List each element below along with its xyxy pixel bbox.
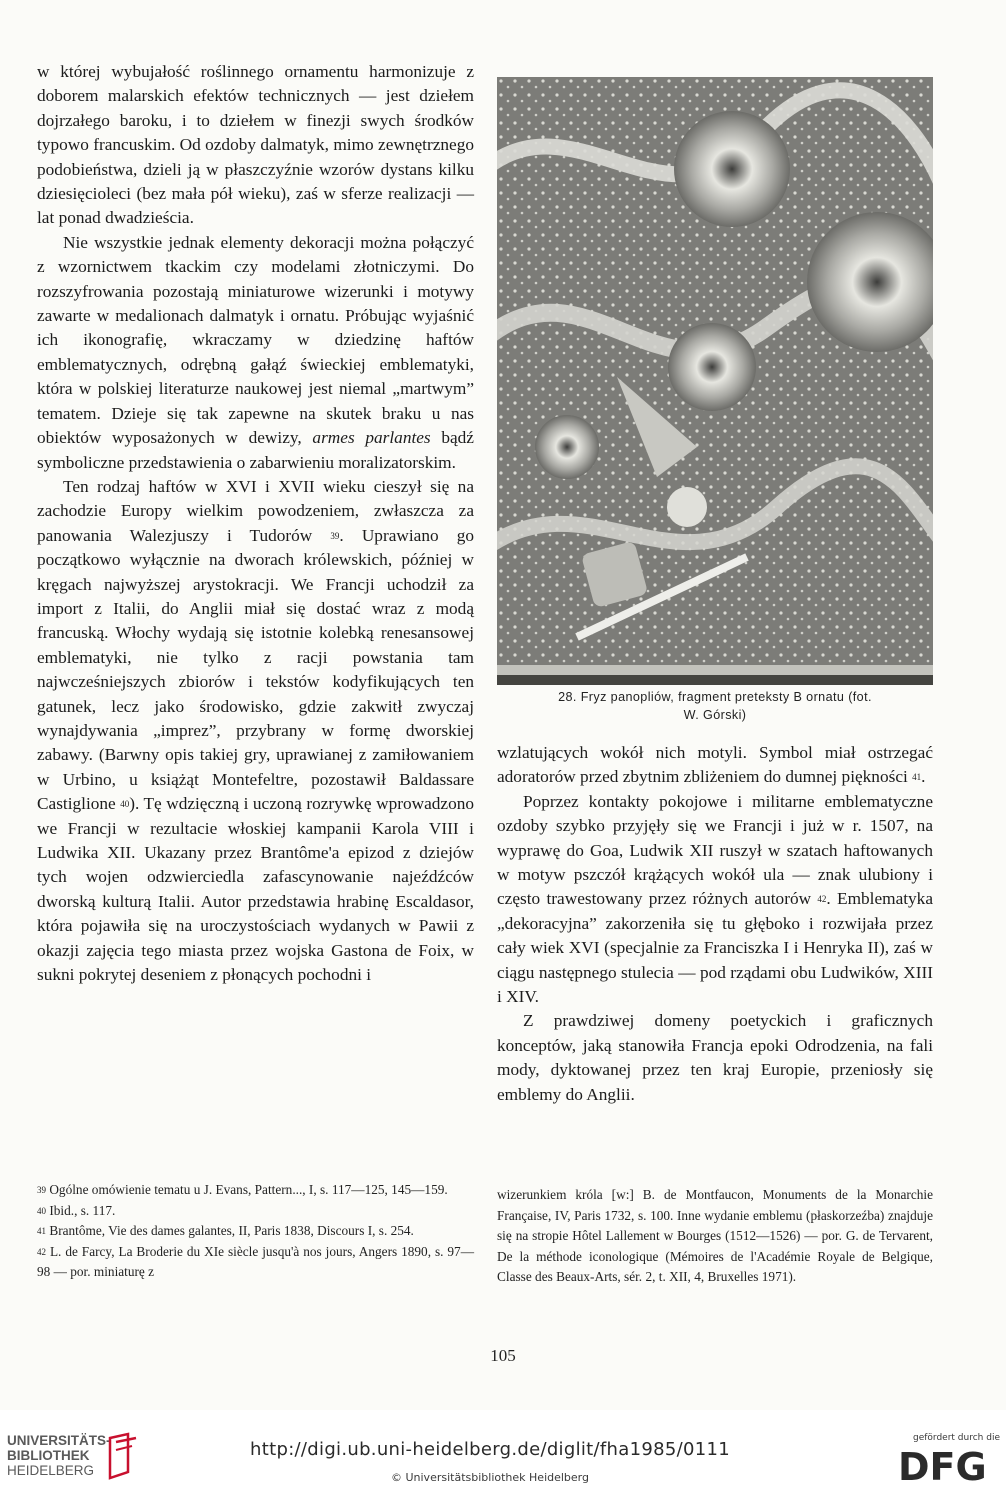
- footnote-number: 41: [37, 1226, 46, 1237]
- footnote-ref: 40: [120, 799, 130, 810]
- left-text-column: [37, 60, 474, 987]
- paragraph-text: Nie wszystkie jednak elementy dekoracji można połączyć z wzornictwem tkackim czy modelami złotniczymi. Do rozszyfrowania pozostają miniaturowe wizerunki i motywy zawarte w medalionach dalmatyk i ornatu. Próbując wyjaśnić ich ikonografię, wkraczamy w dziedzinę haftów emblematycznych, odrębną gałąź świeckiej emblematyki, która w polskiej literaturze naukowej jest niemal „martwym” tematem. Dzieje się tak zapewne na skutek braku u nas obiektów wyposażonych w dewizy,: [37, 232, 474, 448]
- footnote: [37, 1180, 474, 1201]
- paragraph: [497, 790, 933, 1010]
- library-logo[interactable]: [7, 1433, 111, 1478]
- paragraph: [37, 231, 474, 475]
- permalink-url[interactable]: http://digi.ub.uni-heidelberg.de/diglit/fha1985/0111: [250, 1439, 730, 1460]
- caption-line: W. Górski): [683, 708, 747, 722]
- footnote-number: 39: [37, 1185, 46, 1195]
- footnote: [37, 1201, 474, 1222]
- footnote-continuation: wizerunkiem króla [w:] B. de Montfaucon, Monuments de la Monarchie Française, IV, Paris 1732, s. 100. Inne wydanie emblemu (płaskorzeźba) znajduje się na stropie Hôtel Lallement w Bourges (1512—1526) — por. G. de Tervarent, De la méthode iconologique (Mémoires de l'Académie Royale de Belgique, Classe des Beaux-Arts, sér. 2, t. XII, 4, Bruxelles 1971).: [497, 1187, 933, 1285]
- paragraph-text: Ten rodzaj haftów w XVI i XVII wieku cieszył się na zachodzie Europy wielkim powodzeniem, zwłaszcza za panowania Walezjuszy i Tudorów: [37, 476, 474, 545]
- paragraph: w której wybujałość roślinnego ornamentu harmonizuje z doborem malarskich efektów technicznych — jest dziełem dojrzałego baroku, i to dziełem w finezji swych środków typowo francuskim. Od ozdoby dalmatyk, mimo zewnętrznego podobieństwa, dzieli ją w płaszczyźnie wzorów dystans kilku dziesięcioleci (bez mała pół wieku), zaś w sferze realizacji — lat ponad dwadzieścia.: [37, 62, 474, 228]
- dfg-logo-text: DFG: [898, 1446, 987, 1486]
- footnote: [37, 1242, 474, 1283]
- footnote-ref: 39: [330, 530, 340, 541]
- footnote-number: 40: [37, 1205, 46, 1216]
- paragraph-text: Poprzez kontakty pokojowe i militarne emblematyczne ozdoby szybko przyjęły się we Francji i już w r. 1507, na wyprawę do Goa, Ludwik XII ruszył w szatach haftowanych w motyw pszczół krążących wokół ula — znak ulubiony i często trawestowany przez różnych autorów: [497, 791, 933, 909]
- library-city: HEIDELBERG: [7, 1463, 95, 1478]
- dfg-logo-icon: [894, 1446, 994, 1486]
- paragraph: wzlatujących wokół nich motyli. Symbol miał ostrzegać adoratorów przed zbytnim zbliżeniem do dumnej piękności $^{41}$.: [497, 743, 933, 787]
- paragraph: Z prawdziwej domeny poetyckich i graficznych konceptów, jaką stanowiła Francja epoki Odrodzenia, na fali mody, dyktowanej przez ten kraj Europie, przeniosły się emblemy do Anglii.: [497, 1011, 933, 1104]
- footnotes-left: [37, 1180, 474, 1283]
- paragraph-text: wzlatujących wokół nich motyli. Symbol miał ostrzegać adoratorów przed zbytnim zbliżeniem do dumnej piękności: [497, 743, 933, 787]
- footnote-text: Ogólne omówienie tematu u J. Evans, Pattern..., I, s. 117—125, 145—159.: [49, 1182, 448, 1197]
- footnote: [37, 1221, 474, 1242]
- paragraph-text: . Emblematyka „dekoracyjna” zakorzeniła się tu głęboko i rozwijała przez cały wiek XVI (specjalnie za Franciszka I i Henryka II), zaś w ciągu następnego stulecia — pod rządami obu Ludwików, XIII i XIV.: [497, 889, 933, 1007]
- copyright-notice: © Universitätsbibliothek Heidelberg: [390, 1471, 589, 1484]
- paragraph-text: Uprawiano go początkowo wyłącznie na dworach królewskich, później w kręgach najwyższej arystokracji. We Francji uchodził za import z Italii, do Anglii miał się dostać wraz z modą francuską. Włochy wydają się istotnie kolebką renesansowej emblematyki, nie tylko z racji powstania tam najwcześniejszych zbiorów i tekstów kodyfikujących ten gatunek, lecz jako środowisko, gdzie zakwitł zwyczaj wynajdywania „imprez”, przybrany w formę dworskiej zabawy. (Barwny opis takiej gry, uprawianej z zamiłowaniem w Urbino, u książąt Montefeltre, pozostawił Baldassare Castiglione: [37, 525, 474, 814]
- right-text-column: [497, 741, 933, 1107]
- footnote-ref: 42: [817, 894, 827, 905]
- library-name-line: BIBLIOTHEK: [7, 1448, 90, 1463]
- library-name-line: UNIVERSITÄTS-: [7, 1433, 111, 1448]
- footnote-text: Ibid., s. 117.: [49, 1202, 116, 1218]
- embroidery-photo: [497, 77, 933, 685]
- library-emblem-icon: [102, 1432, 142, 1480]
- italic-term: armes parlantes: [312, 428, 431, 448]
- page-number: 105: [490, 1346, 516, 1365]
- funding-note: gefördert durch die: [913, 1433, 1000, 1443]
- paragraph-text: ). Tę wdzięczną i uczoną rozrywkę wprowadzono we Francji w rezultacie włoskiej kampanii Karola VIII i Ludwika XII. Ukazany przez Brantôme'a epizod z dziejów tych wojen odzwierciedla zafascynowanie najeźdźców dworską kulturą Italii. Autor przedstawia hrabinę Escaldasor, która pojawiła się na uroczystościach wydanych w Pawii z okazji zajęcia tego miasta przez wojska Gastona de Foix, w sukni pokrytej deseniem z płonących pochodni i: [37, 794, 474, 985]
- footnote-text: L. de Farcy, La Broderie du XIe siècle jusqu'à nos jours, Angers 1890, s. 97—98 — por. miniaturę z: [37, 1243, 474, 1280]
- figure-caption: [497, 688, 933, 724]
- footnote-text: Brantôme, Vie des dames galantes, II, Paris 1838, Discours I, s. 254.: [49, 1223, 414, 1239]
- paragraph-text: bądź symboliczne przedstawienia o zabarwieniu moralizatorskim.: [37, 428, 474, 472]
- footnote-ref: 41: [912, 772, 922, 783]
- footnote-number: 42: [37, 1246, 46, 1257]
- caption-line: 28. Fryz panopliów, fragment preteksty B ornatu (fot.: [558, 690, 872, 704]
- footnotes-right: [497, 1185, 933, 1288]
- paragraph: Ten rodzaj haftów w XVI i XVII wieku cieszył się na zachodzie Europy wielkim powodzeniem, zwłaszcza za panowania Walezjuszy i Tudorów $^{39}$. Uprawiano go początkowo wyłącznie na dworach królewskich, później w kręgach najwyższej arystokracji. We Francji uchodził za import z Italii, do Anglii miał się dostać wraz z modą francuską. Włochy wydają się istotnie kolebką renesansowej emblematyki, nie tylko z racji powstania tam najwcześniejszych zbiorów i tekstów kodyfikujących ten gatunek, lecz jako środowisko, gdzie zakwitł zwyczaj wynajdywania „imprez”, przybrany w formę dworskiej zabawy. (Barwny opis takiej gry, uprawianej z zamiłowaniem w Urbino, u książąt Montefeltre, pozostawił Baldassare Castiglione $^{40}$). Tę wdzięczną i uczoną rozrywkę wprowadzono we Francji w rezultacie włoskiej kampanii Karola VIII i Ludwika XII. Ukazany przez Brantôme'a epizod z dziejów tych wojen odzwierciedla zafascynowanie najeźdźców dworską kulturą Italii. Autor przedstawia hrabinę Escaldasor, która pojawiła się na uroczystościach wydanych w Pawii z okazji zajęcia tego miasta przez wojska Gastona de Foix, w sukni pokrytej deseniem z płonących pochodni i: [37, 476, 474, 985]
